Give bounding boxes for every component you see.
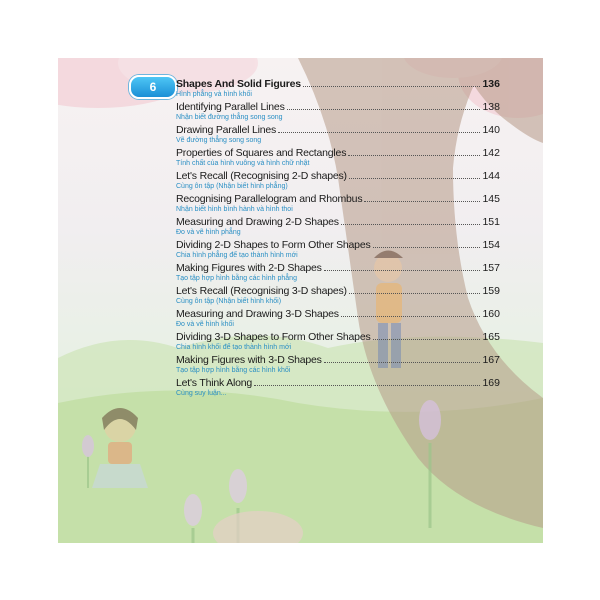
- entry-subtitle: Hình phẳng và hình khối: [176, 91, 252, 98]
- toc-entry[interactable]: [176, 76, 500, 99]
- entry-subtitle: Cùng ôn tập (Nhận biết hình phẳng): [176, 183, 288, 190]
- entry-title[interactable]: Let's Recall (Recognising 3-D shapes): [176, 285, 347, 297]
- entry-title[interactable]: Recognising Parallelogram and Rhombus: [176, 193, 363, 205]
- dot-leader: [341, 223, 481, 225]
- toc-entry[interactable]: [176, 306, 500, 329]
- toc-entry[interactable]: [176, 352, 500, 375]
- entry-title[interactable]: Measuring and Drawing 3-D Shapes: [176, 308, 339, 320]
- dot-leader: [364, 200, 480, 202]
- entry-title[interactable]: Let's Recall (Recognising 2-D shapes): [176, 170, 347, 182]
- entry-page-number[interactable]: 138: [482, 101, 500, 113]
- dot-leader: [348, 154, 480, 156]
- dot-leader: [373, 246, 481, 248]
- entry-subtitle: Tạo tập hợp hình bằng các hình khối: [176, 367, 291, 374]
- entry-page-number[interactable]: 160: [482, 308, 500, 320]
- toc-entry[interactable]: [176, 191, 500, 214]
- entry-title[interactable]: Dividing 2-D Shapes to Form Other Shapes: [176, 239, 371, 251]
- toc-entry[interactable]: [176, 329, 500, 352]
- entry-page-number[interactable]: 136: [482, 78, 500, 90]
- dot-leader: [324, 269, 481, 271]
- toc-entry[interactable]: [176, 283, 500, 306]
- entry-page-number[interactable]: 142: [482, 147, 500, 159]
- toc-entry[interactable]: [176, 214, 500, 237]
- entry-title[interactable]: Dividing 3-D Shapes to Form Other Shapes: [176, 331, 371, 343]
- entry-page-number[interactable]: 159: [482, 285, 500, 297]
- entry-page-number[interactable]: 145: [482, 193, 500, 205]
- entry-page-number[interactable]: 165: [482, 331, 500, 343]
- entry-page-number[interactable]: 144: [482, 170, 500, 182]
- entry-title[interactable]: Identifying Parallel Lines: [176, 101, 285, 113]
- entry-subtitle: Cùng suy luận...: [176, 390, 227, 397]
- dot-leader: [287, 108, 481, 110]
- toc-entry[interactable]: [176, 145, 500, 168]
- entry-title[interactable]: Making Figures with 3-D Shapes: [176, 354, 322, 366]
- entry-page-number[interactable]: 140: [482, 124, 500, 136]
- toc-entry[interactable]: [176, 375, 500, 398]
- entry-title[interactable]: Let's Think Along: [176, 377, 253, 389]
- toc-entry[interactable]: [176, 168, 500, 191]
- entry-title[interactable]: Drawing Parallel Lines: [176, 124, 277, 136]
- table-of-contents: [58, 58, 543, 543]
- entry-subtitle: Chia hình phẳng để tạo thành hình mới: [176, 252, 298, 259]
- entry-subtitle: Vẽ đường thẳng song song: [176, 137, 262, 144]
- dot-leader: [254, 384, 480, 386]
- dot-leader: [278, 131, 480, 133]
- dot-leader: [341, 315, 481, 317]
- book-page: [58, 58, 543, 543]
- entry-title[interactable]: Measuring and Drawing 2-D Shapes: [176, 216, 339, 228]
- entry-subtitle: Tính chất của hình vuông và hình chữ nhật: [176, 160, 310, 167]
- dot-leader: [349, 177, 481, 179]
- entry-subtitle: Cùng ôn tập (Nhận biết hình khối): [176, 298, 282, 305]
- entry-subtitle: Nhận biết đường thẳng song song: [176, 114, 283, 121]
- entry-subtitle: Chia hình khối để tạo thành hình mới: [176, 344, 292, 351]
- toc-entry[interactable]: [176, 260, 500, 283]
- toc-entry[interactable]: [176, 237, 500, 260]
- entry-page-number[interactable]: 154: [482, 239, 500, 251]
- entry-page-number[interactable]: 169: [482, 377, 500, 389]
- entry-subtitle: Đo và vẽ hình phẳng: [176, 229, 241, 236]
- entry-subtitle: Nhận biết hình bình hành và hình thoi: [176, 206, 293, 213]
- dot-leader: [373, 338, 481, 340]
- entry-page-number[interactable]: 157: [482, 262, 500, 274]
- toc-entry[interactable]: [176, 99, 500, 122]
- dot-leader: [303, 85, 481, 87]
- entry-subtitle: Đo và vẽ hình khối: [176, 321, 234, 328]
- toc-entry[interactable]: [176, 122, 500, 145]
- chapter-number-badge: 6: [129, 75, 177, 99]
- dot-leader: [324, 361, 481, 363]
- dot-leader: [349, 292, 481, 294]
- entry-title[interactable]: Shapes And Solid Figures: [176, 78, 301, 90]
- entry-title[interactable]: Making Figures with 2-D Shapes: [176, 262, 322, 274]
- entry-page-number[interactable]: 167: [482, 354, 500, 366]
- entry-title[interactable]: Properties of Squares and Rectangles: [176, 147, 347, 159]
- entry-page-number[interactable]: 151: [482, 216, 500, 228]
- entry-subtitle: Tạo tập hợp hình bằng các hình phẳng: [176, 275, 297, 282]
